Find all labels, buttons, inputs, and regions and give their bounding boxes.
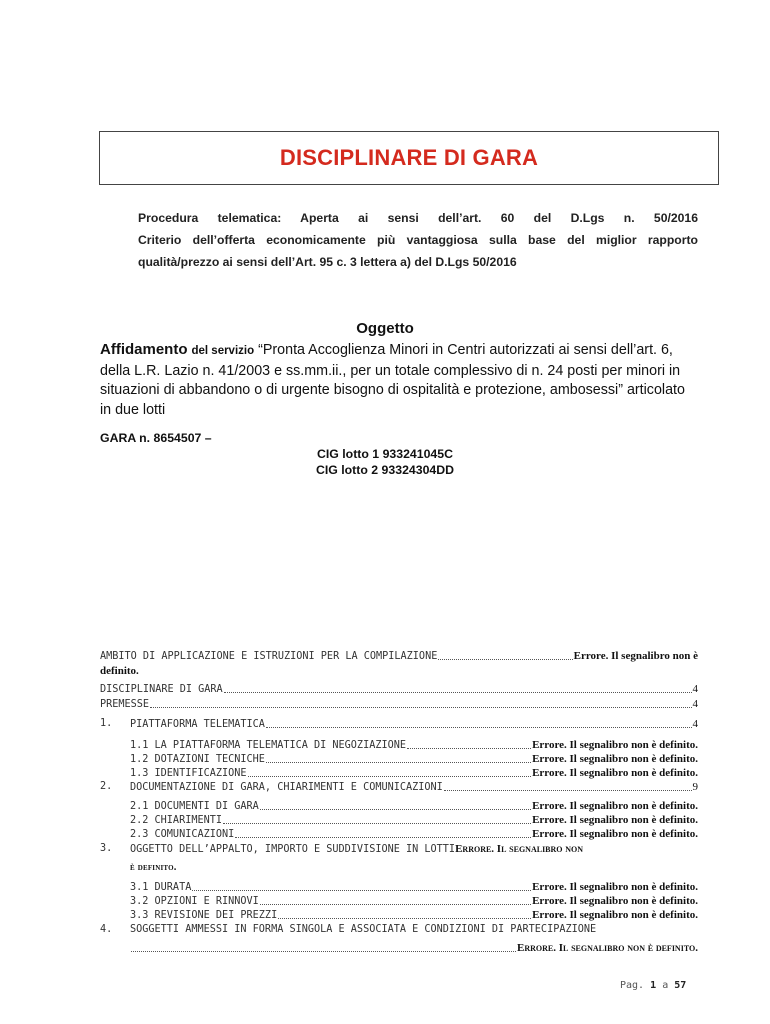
toc-error: Errore. Il segnalibro non è definito. (532, 895, 698, 907)
total-pages: 57 (674, 980, 687, 991)
toc-entry-1-3[interactable] (130, 767, 698, 779)
toc-leader (266, 726, 692, 728)
toc-leader (260, 903, 531, 905)
toc-entry-3-2[interactable] (130, 895, 698, 907)
toc-label: 1.1 LA PIATTAFORMA TELEMATICA DI NEGOZIAZIONE (130, 740, 407, 751)
toc-leader (260, 808, 531, 810)
toc-page: 9 (692, 781, 698, 793)
pag-label: Pag. (620, 980, 645, 991)
cig-lotto-2: CIG lotto 2 93324304DD (315, 463, 455, 477)
toc-entry-1[interactable] (130, 718, 698, 730)
toc-label: 3.2 OPZIONI E RINNOVI (130, 896, 259, 907)
affidamento-label: Affidamento (100, 341, 188, 358)
toc-leader (266, 761, 531, 763)
title-box (99, 131, 719, 185)
toc-label: PREMESSE (100, 699, 150, 710)
toc-label: OGGETTO DELL’APPALTO, IMPORTO E SUDDIVISIONE IN LOTTI (130, 844, 456, 855)
toc-number: 4. (100, 924, 113, 935)
toc-error: Errore. Il segnalibro non è definito. (532, 800, 698, 812)
toc-error: Errore. Il segnalibro non è (573, 650, 698, 662)
toc-label: DISCIPLINARE DI GARA (100, 684, 223, 695)
toc-entry-3-1[interactable] (130, 881, 698, 893)
toc-error: Errore. Il segnalibro non è definito. (532, 814, 698, 826)
procedura-line-2 (138, 233, 698, 247)
cig-lotto-1: CIG lotto 1 933241045C (316, 447, 453, 461)
toc-page: 4 (692, 683, 698, 695)
toc-error: Errore. Il segnalibro non è definito. (532, 881, 698, 893)
toc-error-continued: è definito. (130, 862, 177, 873)
toc-entry-3-3[interactable] (130, 909, 698, 921)
toc-leader (192, 889, 531, 891)
current-page: 1 (650, 980, 657, 991)
toc-leader (444, 789, 692, 791)
toc-error-continued: definito. (100, 665, 139, 677)
toc-number: 1. (100, 718, 113, 729)
procedura-line-1: Procedura telematica: Aperta ai sensi dell’art. 60 del D.Lgs n. 50/2016 (138, 211, 698, 225)
toc-label: 2.1 DOCUMENTI DI GARA (130, 801, 259, 812)
toc-leader (438, 658, 572, 660)
oggetto-text: “Pronta Accoglienza Minori in Centri autorizzati ai sensi dell’art. 6, della L.R. Lazio n. 41/2003 e ss.mm.ii., per un totale complessivo di n. 24 posti per minori in situazioni di abbandono o di urgente bisogno di ospitalità e protezione, ambosessi” articolato in due lotti (100, 342, 685, 418)
criterio-label: Criterio (138, 233, 182, 247)
del-servizio-label: del servizio (191, 345, 255, 357)
page-number-footer (620, 980, 686, 991)
toc-leader (223, 822, 531, 824)
toc-label: 2.2 CHIARIMENTI (130, 815, 223, 826)
toc-entry-disciplinare[interactable] (100, 683, 698, 695)
qualita-label: qualità/prezzo (138, 255, 220, 269)
toc-entry-3[interactable] (130, 843, 698, 855)
oggetto-body (100, 340, 698, 420)
toc-error: Errore. Il segnalibro non (455, 843, 584, 855)
qualita-text: ai sensi dell’Art. 95 c. 3 lettera a) del D.Lgs 50/2016 (222, 255, 517, 269)
toc-leader (235, 836, 531, 838)
toc-label: 2.3 COMUNICAZIONI (130, 829, 235, 840)
toc-leader (407, 747, 531, 749)
toc-number: 3. (100, 843, 113, 854)
toc-number: 2. (100, 781, 113, 792)
toc-leader (224, 691, 692, 693)
toc-label: SOGGETTI AMMESSI IN FORMA SINGOLA E ASSOCIATA E CONDIZIONI DI PARTECIPAZIONE (130, 924, 597, 935)
toc-entry-4[interactable] (130, 924, 698, 935)
document-title: DISCIPLINARE DI GARA (279, 145, 539, 170)
toc-error: Errore. Il segnalibro non è definito. (532, 753, 698, 765)
toc-label: 3.1 DURATA (130, 882, 192, 893)
of-label: a (662, 980, 669, 991)
toc-entry-premesse[interactable] (100, 698, 698, 710)
toc-leader (131, 950, 516, 952)
toc-label: 1.3 IDENTIFICAZIONE (130, 768, 247, 779)
toc-leader (248, 775, 532, 777)
toc-leader (278, 917, 531, 919)
toc-page: 4 (692, 698, 698, 710)
toc-entry-1-2[interactable] (130, 753, 698, 765)
toc-entry-2-1[interactable] (130, 800, 698, 812)
toc-entry-ambito[interactable] (100, 650, 698, 662)
criterio-text: dell’offerta economicamente più vantaggiosa sulla base del miglior rapporto (192, 233, 698, 247)
toc-entry-2-3[interactable] (130, 828, 698, 840)
toc-entry-2[interactable] (130, 781, 698, 793)
gara-number: GARA n. 8654507 – (100, 431, 212, 445)
toc-error: Errore. Il segnalibro non è definito. (532, 909, 698, 921)
toc-label: AMBITO DI APPLICAZIONE E ISTRUZIONI PER LA COMPILAZIONE (100, 651, 438, 662)
toc-error: Errore. Il segnalibro non è definito. (517, 942, 698, 954)
toc-error: Errore. Il segnalibro non è definito. (532, 739, 698, 751)
oggetto-heading: Oggetto (356, 320, 414, 337)
toc-label: 3.3 REVISIONE DEI PREZZI (130, 910, 278, 921)
toc-entry-2-2[interactable] (130, 814, 698, 826)
toc-label: 1.2 DOTAZIONI TECNICHE (130, 754, 265, 765)
toc-error: Errore. Il segnalibro non è definito. (532, 767, 698, 779)
toc-leader (150, 706, 691, 708)
toc-label: PIATTAFORMA TELEMATICA (130, 719, 265, 730)
toc-error: Errore. Il segnalibro non è definito. (532, 828, 698, 840)
toc-page: 4 (692, 718, 698, 730)
toc-entry-1-1[interactable] (130, 739, 698, 751)
toc-entry-4-error[interactable] (130, 942, 698, 954)
toc-label: DOCUMENTAZIONE DI GARA, CHIARIMENTI E COMUNICAZIONI (130, 782, 443, 793)
procedura-line-3 (138, 255, 698, 269)
